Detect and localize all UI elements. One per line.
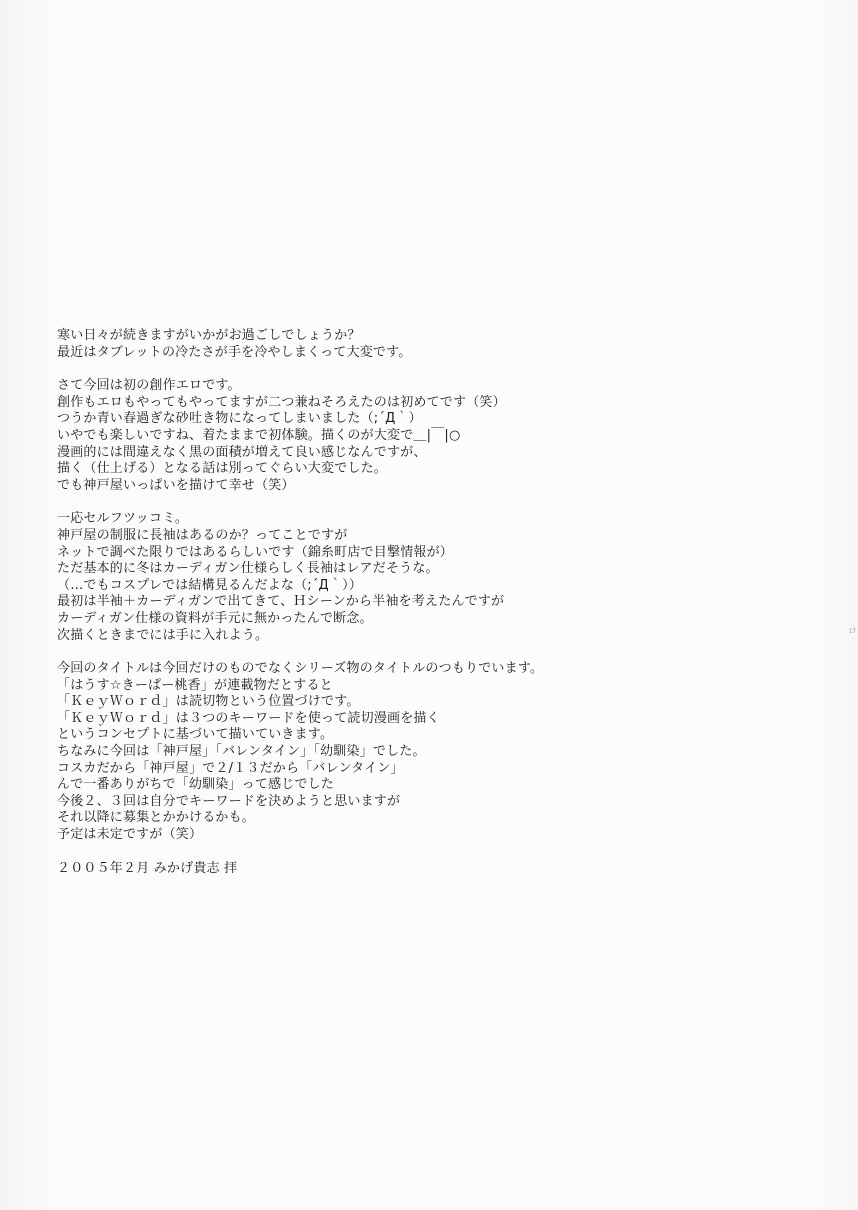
text-line: 「ＫｅｙＷｏｒｄ」は３つのキーワードを使って読切漫画を描く — [57, 710, 440, 726]
text-line: 今後２、３回は自分でキーワードを決めようと思いますが — [57, 793, 401, 809]
text-line: 今回のタイトルは今回だけのものでなくシリーズ物のタイトルのつもりでいます。 — [57, 661, 544, 677]
text-line: 「ＫｅｙＷｏｒｄ」は読切物という位置づけです。 — [57, 694, 360, 710]
text-line: コスカだから「神戸屋」で２/１３だから「バレンタイン」 — [57, 760, 404, 776]
text-line: ちなみに今回は「神戸屋」「バレンタイン」「幼馴染」でした。 — [57, 744, 426, 760]
text-line: 最初は半袖＋カーディガンで出てきて、Ｈシーンから半袖を考えたんですが — [57, 594, 505, 610]
text-line: 次描くときまでには手に入れよう。 — [57, 627, 269, 643]
text-line: 創作もエロもやってもやってますが二つ兼ねそろえたのは初めてです（笑） — [57, 394, 506, 410]
text-line: それ以降に募集とかかけるかも。 — [57, 810, 256, 826]
text-line: 一応セルフツッコミ。 — [57, 511, 189, 527]
text-line: カーディガン仕様の資料が手元に無かったんで断念。 — [57, 610, 373, 626]
text-line: さて今回は初の創作エロです。 — [57, 378, 241, 394]
paragraph-first-original-work — [57, 378, 817, 494]
text-line: いやでも楽しいですね、着たままで初体験。描くのが大変で＿|￣|○ — [57, 427, 461, 443]
margin-page-mark: 17 — [848, 628, 856, 635]
text-line: 予定は未定ですが（笑） — [57, 827, 203, 843]
text-line: 描く（仕上げる）となる話は別ってぐらい大変でした。 — [57, 461, 388, 477]
paragraph-greeting — [57, 328, 817, 361]
signature-line: ２００５年２月 みかげ貴志 拝 — [57, 860, 238, 876]
text-line: 「はうす☆きーぱー桃香」が連載物だとすると — [57, 677, 333, 693]
text-line: 寒い日々が続きますがいかがお過ごしでしょうか？ — [57, 328, 361, 343]
text-line: 神戸屋の制服に長袖はあるのか？ってことですが — [57, 527, 348, 543]
paragraph-title-series — [57, 661, 817, 844]
text-line: ネットで調べた限りではあるらしいです（錦糸町店で目撃情報が） — [57, 544, 454, 560]
text-line: （…でもコスプレでは結構見るんだよな（;´Д｀）） — [57, 577, 363, 593]
text-line: つうか青い春過ぎな砂吐き物になってしまいました（;´Д｀） — [57, 411, 422, 427]
text-line: 漫画的には間違えなく黒の面積が増えて良い感じなんですが、 — [57, 444, 427, 460]
signature — [57, 861, 817, 878]
paragraph-self-critique — [57, 511, 817, 644]
text-line: んで一番ありがちで「幼馴染」って感じでした — [57, 777, 335, 793]
text-line: 最近はタブレットの冷たさが手を冷やしまくって大変です。 — [57, 344, 412, 360]
text-line: でも神戸屋いっぱいを描けて幸せ（笑） — [57, 477, 295, 493]
text-line: ただ基本的に冬はカーディガン仕様らしく長袖はレアだそうな。 — [57, 561, 439, 577]
afterword-text — [57, 328, 817, 894]
text-line: というコンセプトに基づいて描いていきます。 — [57, 727, 334, 743]
